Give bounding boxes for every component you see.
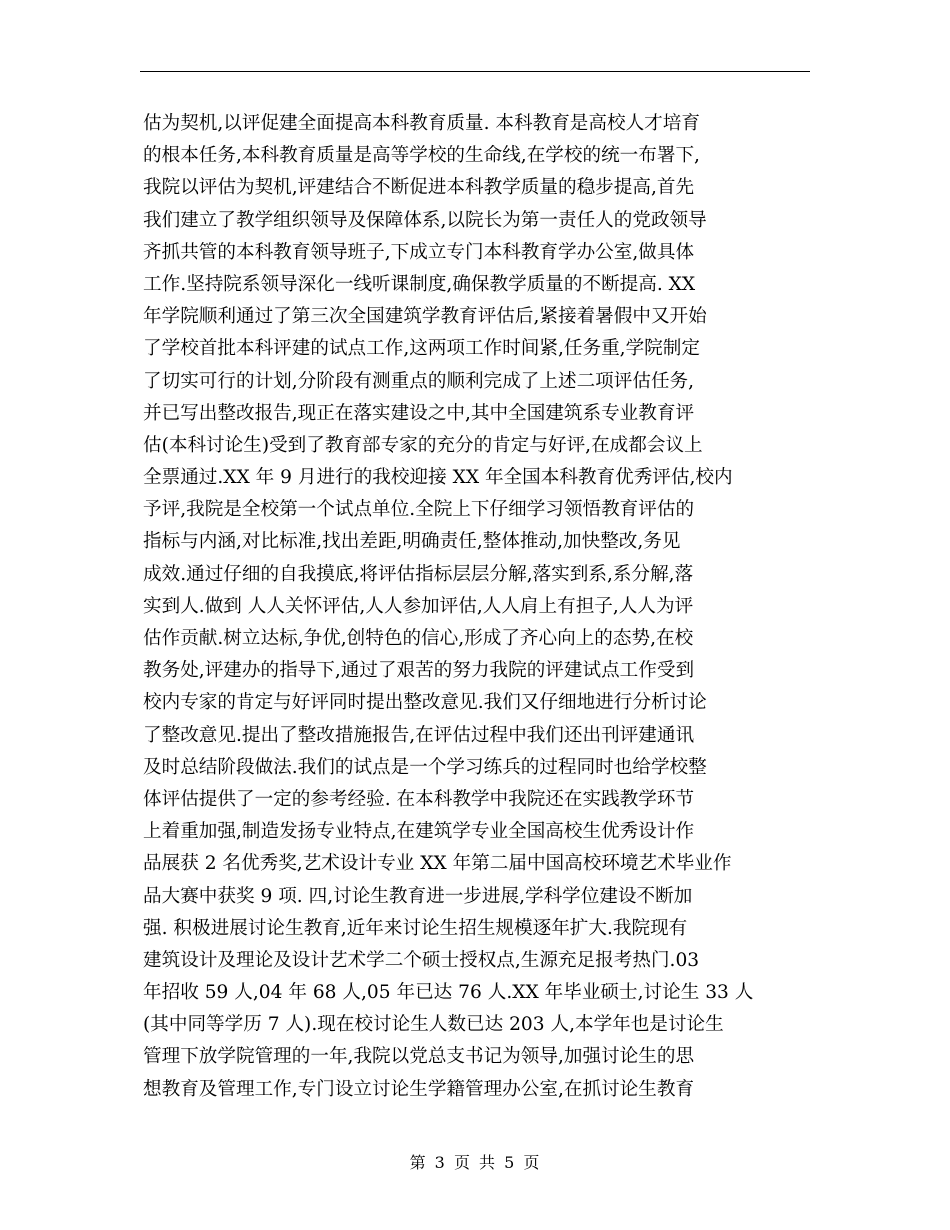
text-line: 指标与内涵,对比标准,找出差距,明确责任,整体推动,加快整改,务见 — [143, 531, 681, 553]
text-line: 管理下放学院管理的一年,我院以党总支书记为领导,加强讨论生的思 — [143, 1046, 695, 1068]
text-line: 校内专家的肯定与好评同时提出整改意见.我们又仔细地进行分析讨论 — [143, 692, 707, 714]
text-line: 成效.通过仔细的自我摸底,将评估指标层层分解,落实到系,系分解,落 — [143, 563, 694, 585]
text-line: (其中同等学历 7 人).现在校讨论生人数已达 203 人,本学年也是讨论生 — [143, 1014, 724, 1036]
text-line: 实到人.做到 人人关怀评估,人人参加评估,人人肩上有担子,人人为评 — [143, 595, 694, 617]
text-line: 品大赛中获奖 9 项. 四,讨论生教育进一步进展,学科学位建设不断加 — [143, 885, 693, 907]
text-line: 品展获 2 名优秀奖,艺术设计专业 XX 年第二届中国高校环境艺术毕业作 — [143, 853, 732, 875]
text-line: 强. 积极进展讨论生教育,近年来讨论生招生规模逐年扩大.我院现有 — [143, 917, 688, 939]
text-line: 估(本科讨论生)受到了教育部专家的充分的肯定与好评,在成都会议上 — [143, 434, 703, 456]
text-line: 我们建立了教学组织领导及保障体系,以院长为第一责任人的党政领导 — [143, 209, 707, 231]
text-line: 了学校首批本科评建的试点工作,这两项工作时间紧,任务重,学院制定 — [143, 338, 700, 360]
header-rule — [140, 71, 810, 72]
text-line: 体评估提供了一定的参考经验. 在本科教学中我院还在实践教学环节 — [143, 788, 695, 810]
text-line: 了整改意见.提出了整改措施报告,在评估过程中我们还出刊评建通讯 — [143, 724, 695, 746]
text-line: 全票通过.XX 年 9 月进行的我校迎接 XX 年全国本科教育优秀评估,校内 — [143, 467, 733, 489]
text-line: 估作贡献.树立达标,争优,创特色的信心,形成了齐心向上的态势,在校 — [143, 628, 694, 649]
body-text — [143, 108, 823, 1106]
text-line: 年学院顺利通过了第三次全国建筑学教育评估后,紧接着暑假中又开始 — [143, 306, 707, 328]
text-line: 建筑设计及理论及设计艺术学二个硕士授权点,生源充足报考热门.03 — [143, 949, 700, 971]
text-line: 我院以评估为契机,评建结合不断促进本科教学质量的稳步提高,首先 — [143, 177, 695, 199]
text-line: 及时总结阶段做法.我们的试点是一个学习练兵的过程同时也给学校整 — [143, 756, 707, 778]
text-line: 齐抓共管的本科教育领导班子,下成立专门本科教育学办公室,做具体 — [143, 241, 695, 263]
text-line: 并已写出整改报告,现正在落实建设之中,其中全国建筑系专业教育评 — [143, 402, 695, 424]
text-line: 教务处,评建办的指导下,通过了艰苦的努力我院的评建试点工作受到 — [143, 660, 695, 682]
text-line: 年招收 59 人,04 年 68 人,05 年已达 76 人.XX 年毕业硕士,讨论生 33 人 — [143, 982, 754, 1004]
page-number: 第 3 页 共 5 页 — [409, 1153, 541, 1172]
text-line: 予评,我院是全校第一个试点单位.全院上下仔细学习领悟教育评估的 — [143, 499, 695, 521]
text-line: 了切实可行的计划,分阶段有测重点的顺利完成了上述二项评估任务, — [143, 370, 695, 392]
text-line: 估为契机,以评促建全面提高本科教育质量. 本科教育是高校人才培育 — [143, 113, 700, 134]
text-line: 工作.坚持院系领导深化一线听课制度,确保教学质量的不断提高. XX — [143, 273, 696, 295]
text-line: 上着重加强,制造发扬专业特点,在建筑学专业全国高校生优秀设计作 — [143, 821, 695, 843]
text-line: 的根本任务,本科教育质量是高等学校的生命线,在学校的统一布署下, — [143, 145, 700, 167]
text-line: 想教育及管理工作,专门设立讨论生学籍管理办公室,在抓讨论生教育 — [143, 1078, 695, 1100]
